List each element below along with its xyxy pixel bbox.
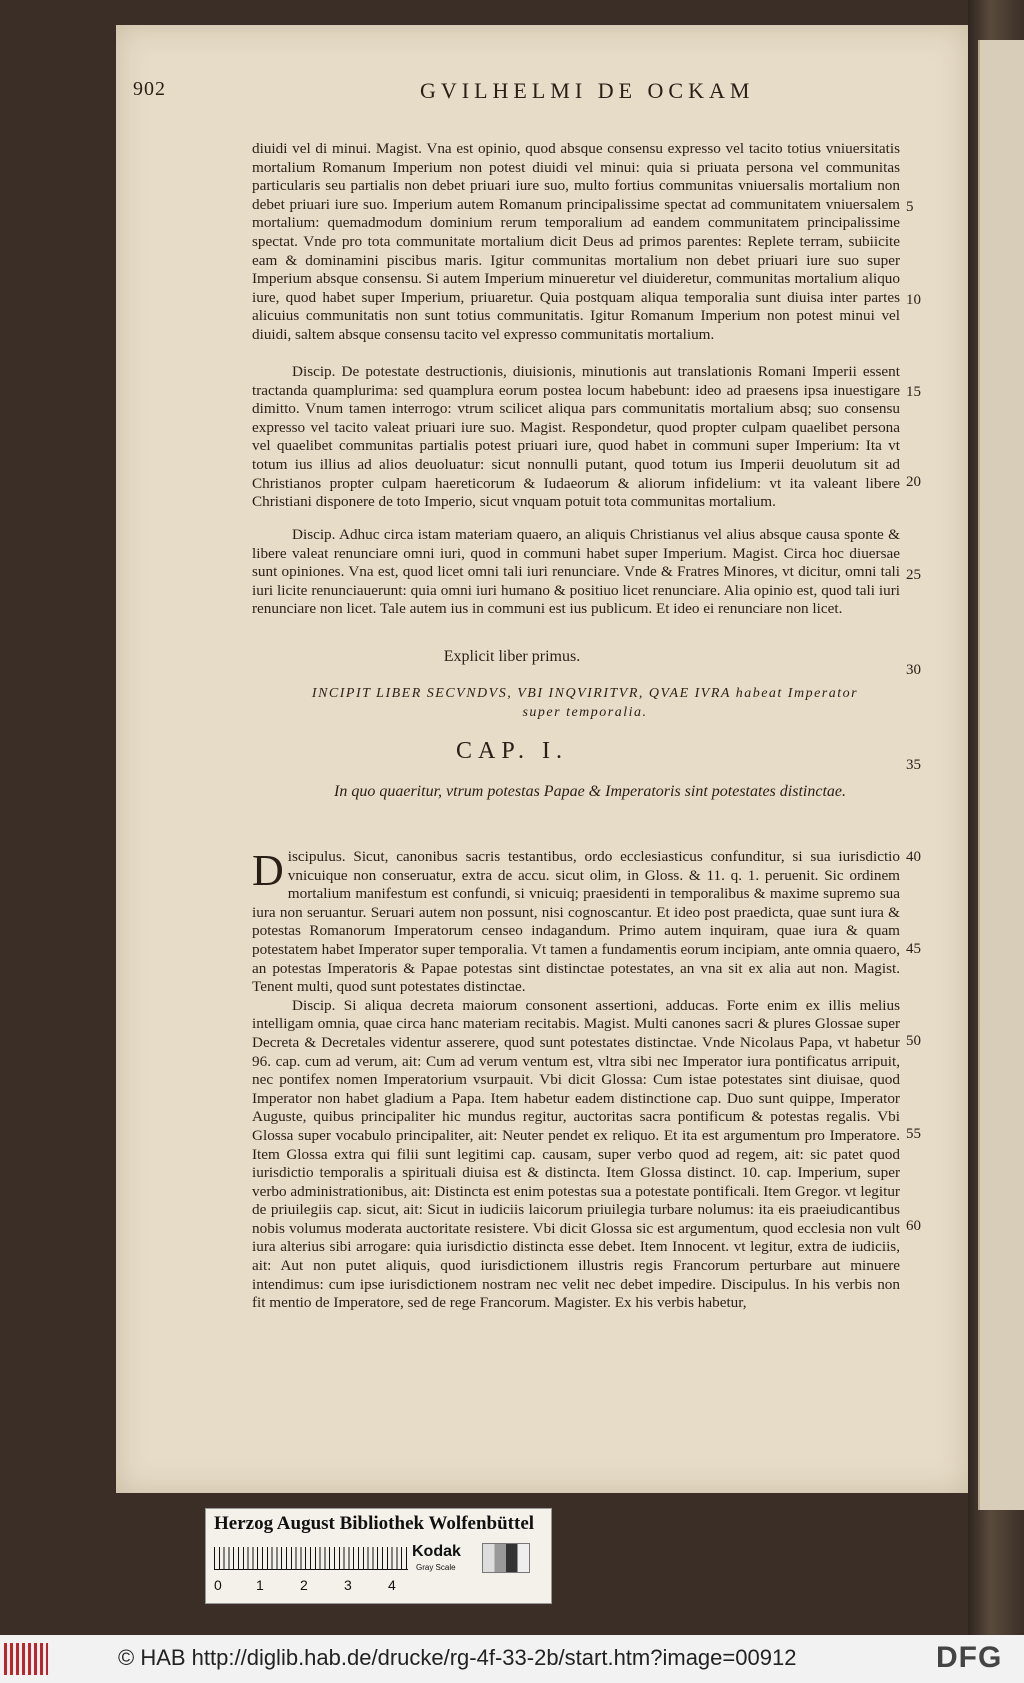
line-number: 55 (906, 1126, 921, 1142)
line-number: 45 (906, 941, 921, 957)
paragraph: Discip. Si aliqua decreta maiorum consonent assertioni, adducas. Forte enim ex illis melius intelligam omnia, quae circa hanc materiam recitabis. Magist. Multi canones sacri & plures Glossae super Decreta & Decretales videntur asserere, quod sunt potestates distinctae. Vnde Nicolaus Papa, vt habetur 96. cap. cum ad verum, ait: Cum ad verum ventum est, vltra sibi nec Imperator iura pontificatus arripuit, nec pontifex nomen Imperatorium vsurpauit. Vbi dicit Glossa: Cum istae potestates sint diuisae, quod Imperator non habet gladium a Papa. Item habetur eadem distinctione cap. Duo sunt quippe, Imperator Auguste, quibus principaliter hic mundus regitur, auctoritas sacra pontificum & potestas regalis. Vbi Glossa super vocabulo principaliter, ait: Neuter pendet ex reliquo. Et ita est argumentum pro Imperatore. Item Glossa extra qui filii sunt legitimi cap. causam, super verbo quod ad regem, ait: sic patet quod iurisdictio temporalis a spirituali diuisa est & distincta. Item Glossa distinct. 10. cap. Imperium, super verbo administrationibus, ait: Distincta est enim potestas sua a potestate pontificali. Item Gregor. vt legitur de priuilegiis cap. sicut, ait: Sicut in iudiciis laicorum priuilegia turbare nolumus: ita eis praeiudicantibus nobis volumus moderata auctoritate resistere. Vbi dicit Glossa sic est argumentum, quod ecclesia non vult iura alterius sibi arrogare: quia iurisdictio distincta esse debet. Item Innocent. vt legitur, extra de iudiciis, ait: Aut non putet aliquis, quod iurisdictionem illustris regis Francorum perturbare aut minuere intendimus: cum ipse iurisdictionem nostram nec velit nec debet impedire. Discipulus. In his verbis non fit mentio de Imperatore, sed de rege Francorum. Magister. Ex his verbis habetur, (252, 996, 900, 1312)
line-number: 35 (906, 757, 921, 773)
grayscale-label: Gray Scale (416, 1563, 456, 1572)
kodak-logo: Kodak (412, 1543, 461, 1560)
line-number: 10 (906, 292, 921, 308)
line-number: 15 (906, 384, 921, 400)
paragraph: Discip. Adhuc circa istam materiam quaero, an aliquis Christianus vel alius absque causa sponte & libere valeat renunciare omni iuri, quod in communi habet super Imperium. Magist. Circa hoc diuersae sunt opiniones. Vna est, quod licet omni tali iuri renunciare. Vnde & Fratres Minores, vt dicitur, omni tali iuri licite renunciauerunt: quia omni iuri humano & positiuo licet renunciare. Alia opinio est, quod tali iuri renunciare non licet. Tale autem ius in communi est ius publicum. Et ideo ei renunciare non licet. (252, 526, 900, 618)
line-number: 20 (906, 474, 921, 490)
ruler-label: 2 (300, 1577, 308, 1593)
drop-capital: D (252, 846, 284, 895)
ruler-label: 3 (344, 1577, 352, 1593)
line-number: 50 (906, 1033, 921, 1049)
library-color-target (205, 1508, 552, 1604)
paragraph-text: iscipulus. Sicut, canonibus sacris testantibus, ordo ecclesiasticus confunditur, si sua iurisdictio vnicuique non conseruatur, extra de accu. sicut olim, in Gloss. & 11. q. 1. peruenit. Sic ordinem mortalium manifestum est confundi, si vnicuiq; praesidenti in temporalibus & maxime supremo sua iura non seruantur. Seruari autem non possunt, nisi cognoscantur. Et ideo post praedicta, quae sunt iura & potestas Romanorum Imperatorum censeo indagandum. Primo autem inquiram, quae iura & quam potestatem habet Imperator super temporalia. Vt tamen a fundamentis eorum incipiam, ante omnia quaero, an potestas Imperatoris & Papae potestas sint distinctae potestates, an vna sit ex alia aut non. Magist. Tenent multi, quod sunt potestates distinctae. (252, 848, 900, 996)
paragraph: Discip. De potestate destructionis, diuisionis, minutionis aut translationis Romani Imperii essent tractanda quamplurima: sed quamplura eorum postea locum habebunt: ideo ad praesens ipsa inuestigare dimitto. Vnum tamen interrogo: vtrum scilicet aliqua pars communitatis mortalium absq; suo consensu expresso vel tacito valeat priuari iure suo. Magist. Respondetur, quod propter culpam quaelibet persona vel quaelibet communitas partialis potest priuari iure, quod habet in communi super Imperium: Ita vt totum ius illius ad alios deuoluatur: sicut nonnulli putant, quod totum ius Imperii deuolutum sit ad Christianos propter culpam haereticorum & Iudaeorum & aliorum infidelium: vt ita valeant libere Christiani disponere de toto Imperio, sicut vnquam potuit tota communitas mortalium. (252, 363, 900, 511)
grayscale-patches (482, 1543, 530, 1573)
incipit-heading: INCIPIT LIBER SECVNDVS, VBI INQVIRITVR, QVAE IVRA habeat Imperator super temporalia. (311, 686, 859, 720)
paragraph (252, 848, 900, 997)
dfg-logo: DFG (936, 1641, 1003, 1674)
chapter-subtitle: In quo quaeritur, vtrum potestas Papae & Imperatoris sint potestates distinctae. (334, 783, 846, 800)
text-block-2 (252, 363, 900, 512)
footer-url[interactable]: © HAB http://diglib.hab.de/drucke/rg-4f-33-2b/start.htm?image=00912 (118, 1645, 797, 1670)
paragraph: diuidi vel di minui. Magist. Vna est opinio, quod absque consensu expresso vel tacito totius vniuersitatis mortalium Romanum Imperium non potest diuidi vel minui: quia si priuata persona vel communitas particularis seu partialis non debet priuari iure suo, multo fortius communitas vniuersalis mortalium non debet priuari iure suo. Imperium autem Romanum principalissime spectat ad communitatem vniuersalem mortalium: quemadmodum dominium rerum temporalium ad eandem communitatem principalissime spectat. Vnde pro tota communitate mortalium dicit Deus ad primos parentes: Replete terram, subiicite eam & dominamini piscibus maris. Igitur communitas mortalium non debet priuari iure suo super Imperium absque consensu. Si autem Imperium minueretur vel diuideretur, communitas mortalium aliquo iure, quod habet super Imperium, priuaretur. Quia postquam aliqua temporalia sunt diuisa inter partes alicuius communitatis non sunt totius communitatis. Igitur Romanum Imperium non potest minui vel diuidi, saltem absque consensu tacito vel expresso communitatis mortalium. (252, 140, 900, 343)
text-block-1 (252, 140, 900, 345)
ruler-label: 0 (214, 1577, 222, 1593)
header-title: GVILHELMI DE OCKAM (420, 78, 755, 103)
adjacent-page-edge (978, 40, 1024, 1510)
line-number: 30 (906, 662, 921, 678)
library-name: Herzog August Bibliothek Wolfenbüttel (214, 1513, 535, 1534)
hab-bars-icon (4, 1643, 48, 1675)
chapter-title: CAP. I. (455, 738, 569, 764)
page-number: 902 (133, 78, 166, 100)
ruler-scale (214, 1547, 408, 1570)
text-block-3 (252, 526, 900, 619)
viewer-footer (0, 1635, 1024, 1683)
running-head (0, 78, 1024, 118)
ruler-label: 4 (388, 1577, 396, 1593)
line-number: 40 (906, 849, 921, 865)
explicit-line: Explicit liber primus. (443, 648, 581, 665)
line-number: 25 (906, 567, 921, 583)
line-number: 5 (906, 199, 914, 215)
line-number: 60 (906, 1218, 921, 1234)
ruler-label: 1 (256, 1577, 264, 1593)
text-block-4 (252, 848, 900, 1313)
